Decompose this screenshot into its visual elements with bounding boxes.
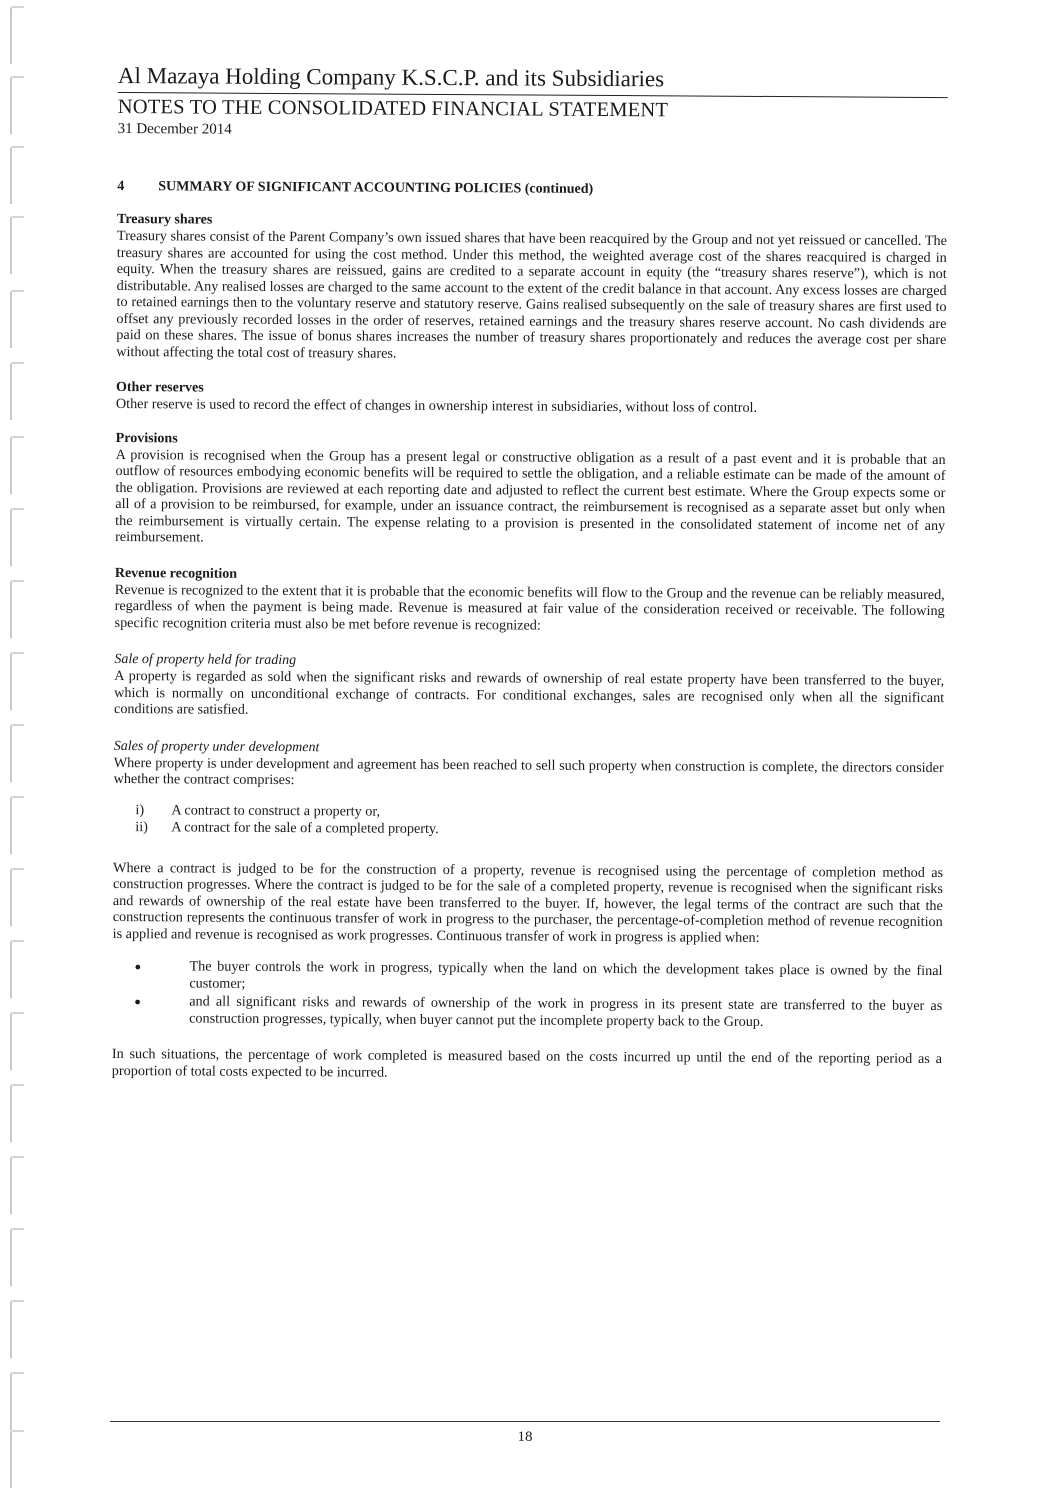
bullet-icon: ●	[134, 961, 142, 974]
construction-contract-text: Where a contract is judged to be for the construction of a property, revenue is recognised using the percentage of completion method as construction progresses. Where the contract is judged to be for the sale of a completed property, revenue is recognised when the significant risks and rewards of ownership of the real estate have been transferred to the buyer. If, however, the legal terms of the contract are such that the construction represents the continuous transfer of work in progress to the purchaser, the percentage-of-completion method of revenue recognition is applied and revenue is recognised as work progresses. Continuous transfer of work in progress is applied when:	[112, 859, 944, 946]
sale-development-text: Where property is under development and agreement has been reached to sell such property when construction is complete, the directors consider whether the contract comprises:	[113, 754, 944, 789]
list-item	[112, 958, 942, 996]
continuous-transfer-list	[112, 958, 942, 1031]
list-item-text: A contract for the sale of a completed property.	[171, 818, 439, 837]
sale-trading-block	[114, 651, 944, 723]
other-reserves-block	[116, 379, 946, 418]
sale-trading-heading: Sale of property held for trading	[114, 651, 297, 669]
document-page	[112, 62, 948, 1084]
treasury-shares-block	[116, 211, 947, 365]
sale-development-block	[112, 737, 944, 1084]
provisions-heading: Provisions	[115, 430, 178, 446]
company-name: Al Mazaya Holding Company K.S.C.P. and its Subsidiaries	[117, 62, 665, 92]
list-marker: ii)	[135, 818, 148, 835]
page-footer	[110, 1421, 940, 1445]
section-title: SUMMARY OF SIGNIFICANT ACCOUNTING POLICIES (continued)	[158, 179, 594, 197]
section-number: 4	[117, 178, 125, 195]
list-item	[112, 993, 942, 1031]
completion-measure-text: In such situations, the percentage of work completed is measured based on the costs incurred up until the end of the reporting period as a proportion of total costs expected to be incurred.	[111, 1045, 942, 1081]
sale-development-heading: Sales of property under development	[113, 738, 320, 755]
revenue-recognition-heading: Revenue recognition	[114, 565, 238, 582]
section-heading	[117, 179, 947, 200]
other-reserves-heading: Other reserves	[115, 379, 204, 396]
page-number: 18	[517, 1429, 533, 1445]
list-item-text: A contract to construct a property or,	[171, 801, 381, 820]
list-marker: i)	[135, 801, 145, 818]
revenue-recognition-text: Revenue is recognized to the extent that it is probable that the economic benefits will flow to the Group and the revenue can be reliably measured, regardless of when the payment is being made. Revenue is measured at fair value of the consideration received or receivable. The following specific recognition criteria must also be met before revenue is recognized:	[114, 581, 945, 634]
treasury-shares-heading: Treasury shares	[116, 211, 213, 228]
statement-date: 31 December 2014	[117, 120, 232, 138]
contract-type-list	[113, 801, 943, 840]
revenue-recognition-block	[115, 564, 945, 636]
list-item-text: The buyer controls the work in progress, typically when the land on which the development takes place is owned by the final customer;	[189, 958, 943, 992]
bullet-icon: ●	[134, 996, 141, 1009]
binder-edge-marks	[0, 0, 40, 1471]
provisions-block	[115, 429, 946, 550]
other-reserves-text: Other reserve is used to record the effect of changes in ownership interest in subsidiaries, without loss of control.	[115, 395, 758, 416]
list-item-text: and all significant risks and rewards of ownership of the work in progress in its present state are transferred to the buyer as construction progresses, typically, when buyer cannot put the incomplete property back to the Group.	[189, 993, 943, 1030]
document-subtitle: NOTES TO THE CONSOLIDATED FINANCIAL STATEMENT	[117, 95, 669, 122]
treasury-shares-text: Treasury shares consist of the Parent Company’s own issued shares that have been reacquired by the Group and not yet reissued or cancelled. The treasury shares are accounted for using the cost method. Under this method, the weighted average cost of the shares reacquired is charged in equity. When the treasury shares are reissued, gains are credited to a separate account in equity (the “treasury shares reserve”), which is not distributable. Any realised losses are charged to the same account to the extent of the credit balance in that account. Any excess losses are charged to retained earnings then to the voluntary reserve and statutory reserve. Gains realised subsequently on the sale of treasury shares are first used to offset any previously recorded losses in the order of reserves, retained earnings and the treasury shares reserve account. No cash dividends are paid on these shares. The issue of bonus shares increases the number of treasury shares proportionately and reduces the average cost per share without affecting the total cost of treasury shares.	[116, 227, 947, 362]
provisions-text: A provision is recognised when the Group has a present legal or constructive obligation as a result of a past event and it is probable that an outflow of resources embodying economic benefits will be required to settle the obligation, and a reliable estimate can be made of the amount of the obligation. Provisions are reviewed at each reporting date and adjusted to reflect the current best estimate. Where the Group expects some or all of a provision to be reimbursed, for example, under an issuance contract, the reimbursement is recognised as a separate asset but only when the reimbursement is virtually certain. The expense relating to a provision is presented in the consolidated statement of income net of any reimbursement.	[115, 446, 946, 546]
sale-trading-text: A property is regarded as sold when the significant risks and rewards of ownership of real estate property have been transferred to the buyer, which is normally on unconditional exchange of contracts. For conditional exchanges, sales are recognised only when all the significant conditions are satisfied.	[113, 667, 945, 718]
